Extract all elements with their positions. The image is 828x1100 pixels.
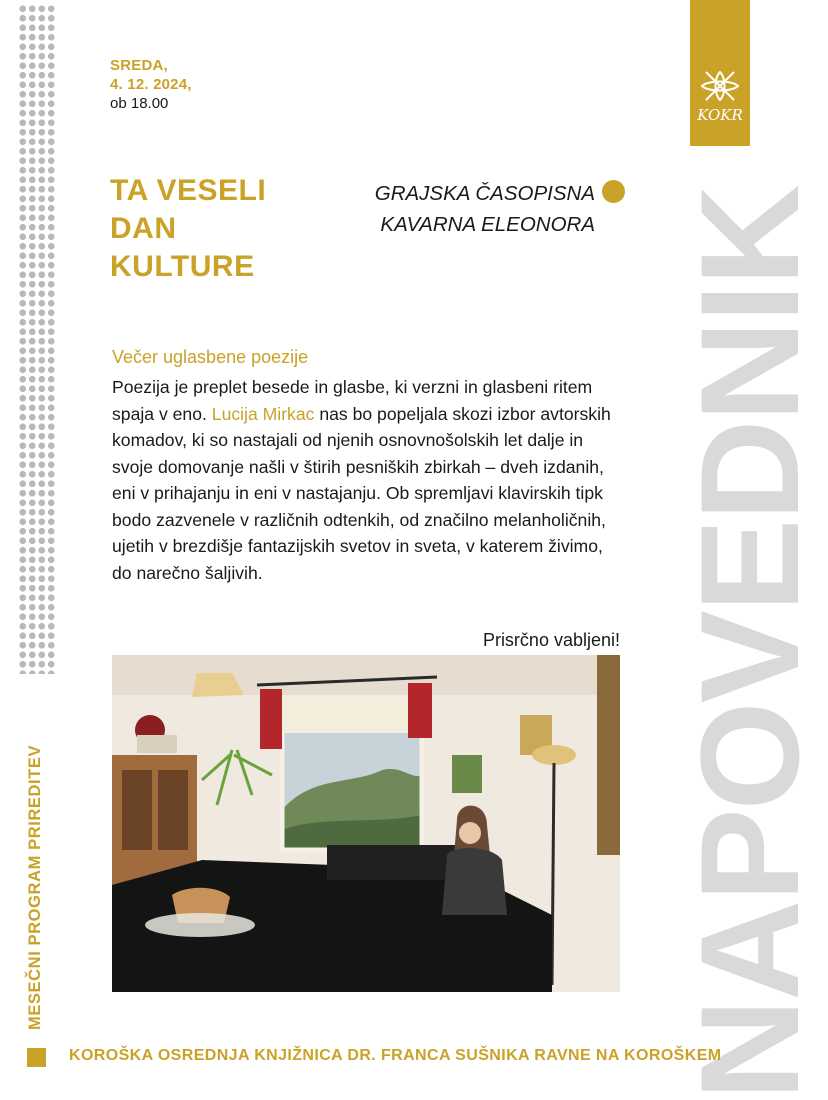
- dot-pattern-decoration: [18, 4, 56, 674]
- title-line-2: DAN: [110, 212, 177, 245]
- greeting: Prisrčno vabljeni!: [482, 630, 620, 650]
- event-date-block: [110, 56, 192, 113]
- footer-square-marker: [27, 1048, 46, 1067]
- event-description: [112, 374, 624, 586]
- title-line-3: KULTURE: [110, 250, 255, 283]
- event-photo: [112, 655, 620, 992]
- event-title: [110, 172, 310, 286]
- title-line-1: TA VESELI: [110, 174, 267, 207]
- book-logo-icon: [696, 66, 744, 106]
- venue-line-1: GRAJSKA ČASOPISNA: [374, 182, 595, 205]
- side-label: MESEČNI PROGRAM PRIREDITEV: [26, 744, 44, 1030]
- napovednik-watermark: NAPOVEDNIK: [671, 186, 828, 1100]
- event-time: ob 18.00: [110, 95, 169, 112]
- event-venue: [355, 178, 595, 240]
- logo-text: KOKR: [697, 106, 743, 124]
- event-subtitle: Večer uglasbene poezije: [112, 347, 309, 367]
- description-part-1: Poezija je preplet besede in glasbe, ki verzni in glasbeni ritem spaja v eno.: [112, 377, 593, 424]
- description-part-2: nas bo popeljala skozi izbor avtorskih komadov, ki so nastajali od njenih osnovnošolskih let dalje in svoje domovanje našli v štirih pesniških zbirkah – dveh izdanih, eni v prihajanju in eni v nastajanju. Ob spremljavi klavirskih tipk bodo zazvenele v različnih odtenkih, od značilno melanholičnih, ujetih v brezdišje fantazijskih svetov in sveta, v katerem živimo, do narečno šaljivih.: [112, 403, 611, 583]
- event-date: 4. 12. 2024,: [110, 76, 192, 93]
- venue-dot-marker: [602, 180, 625, 203]
- venue-line-2: KAVARNA ELEONORA: [380, 213, 595, 236]
- logo-badge: [690, 0, 750, 146]
- library-footer: KOROŠKA OSREDNJA KNJIŽNICA DR. FRANCA SUŠNIKA RAVNE NA KOROŠKEM: [69, 1047, 722, 1064]
- performer-name: Lucija Mirkac: [211, 403, 315, 424]
- event-day: SREDA,: [110, 57, 168, 74]
